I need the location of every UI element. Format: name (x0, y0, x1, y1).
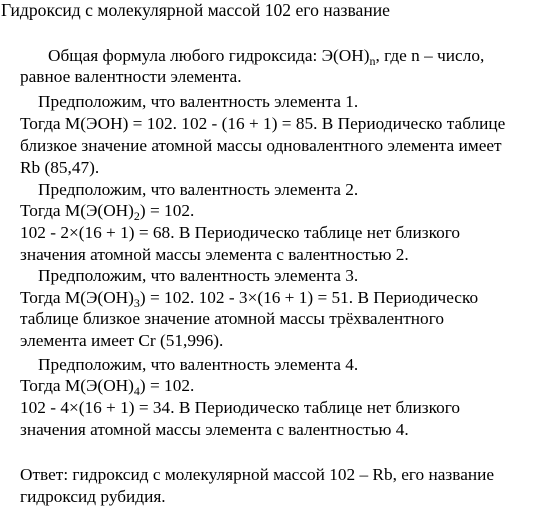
case2-calculation: 102 - 2×(16 + 1) = 68. В Периодическо таблице нет близкого (20, 223, 461, 242)
case4-formula-subscript: 4 (133, 384, 140, 398)
answer-line: Ответ: гидроксид с молекулярной массой 102 – Rb, его название (20, 465, 495, 484)
case3-formula (20, 288, 478, 308)
answer-continuation: гидроксид рубидия. (20, 487, 166, 506)
general-formula-continuation: равное валентности элемента. (20, 67, 242, 86)
case4-conclusion: значения атомной массы элемента с валентностью 4. (20, 420, 409, 439)
case3-assumption: Предположим, что валентность элемента 3. (38, 266, 359, 285)
document-title: Гидроксид с молекулярной массой 102 его название (1, 0, 390, 20)
case1-calculation: Тогда М(ЭОН) = 102. 102 - (16 + 1) = 85. В Периодическо таблице (20, 114, 506, 133)
case3-formula-text: Тогда М(Э(ОН) (20, 288, 134, 307)
general-formula-subscript: n (369, 54, 376, 68)
case4-formula-tail: ) = 102. (139, 376, 195, 395)
general-formula-line (48, 46, 484, 66)
case3-element: элемента имеет Cr (51,996). (20, 331, 224, 350)
case4-formula-text: Тогда М(Э(ОН) (20, 376, 134, 395)
case1-conclusion: близкое значение атомной массы одновалентного элемента имеет (20, 136, 502, 155)
case2-formula-tail: ) = 102. (139, 201, 195, 220)
case1-assumption: Предположим, что валентность элемента 1. (38, 92, 359, 111)
case3-conclusion: таблице близкое значение атомной массы трёхвалентного (20, 309, 444, 328)
case4-formula (20, 376, 194, 396)
case1-element: Rb (85,47). (20, 158, 100, 177)
case2-formula-subscript: 2 (133, 209, 140, 223)
case3-formula-tail: ) = 102. 102 - 3×(16 + 1) = 51. В Периодическо (139, 288, 479, 307)
general-formula-tail: , где n – число, (375, 46, 485, 65)
case4-calculation: 102 - 4×(16 + 1) = 34. В Периодическо таблице нет близкого (20, 398, 461, 417)
case2-conclusion: значения атомной массы элемента с валентностью 2. (20, 245, 409, 264)
case4-assumption: Предположим, что валентность элемента 4. (38, 355, 359, 374)
general-formula-text: Общая формула любого гидроксида: Э(ОН) (48, 46, 370, 65)
case2-formula (20, 201, 194, 221)
case2-formula-text: Тогда М(Э(ОН) (20, 201, 134, 220)
case3-formula-subscript: 3 (133, 296, 140, 310)
case2-assumption: Предположим, что валентность элемента 2. (38, 180, 359, 199)
